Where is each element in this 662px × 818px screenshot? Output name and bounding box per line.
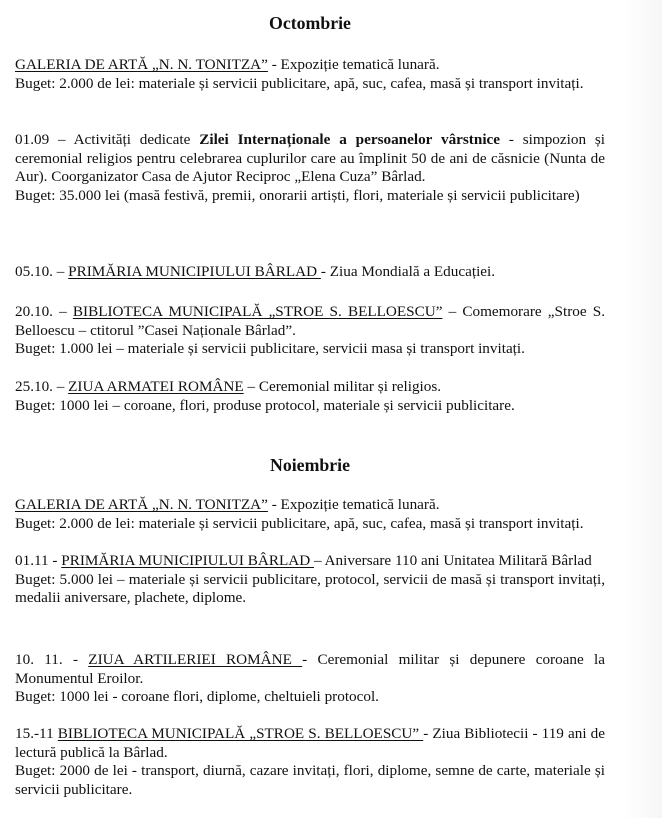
event-desc: - Ziua Mondială a Educației. bbox=[320, 263, 496, 280]
event-primaria-oct bbox=[15, 263, 605, 282]
event-line bbox=[15, 651, 605, 688]
event-title: GALERIA DE ARTĂ „N. N. TONITZA” bbox=[15, 56, 268, 73]
event-line bbox=[15, 303, 605, 340]
event-date: 01.11 - bbox=[15, 552, 62, 569]
event-title: BIBLIOTECA MUNICIPALĂ „STROE S. BELLOESCU” bbox=[57, 725, 424, 742]
event-biblioteca-oct bbox=[15, 303, 605, 359]
event-artilerie bbox=[15, 651, 605, 707]
event-budget: Buget: 1000 lei – coroane, flori, produse protocol, materiale și servicii publicitare. bbox=[15, 396, 515, 414]
event-varstnici bbox=[15, 131, 605, 205]
event-title: PRIMĂRIA MUNICIPIULUI BÂRLAD bbox=[68, 263, 321, 280]
event-title: PRIMĂRIA MUNICIPIULUI BÂRLAD bbox=[61, 552, 314, 569]
event-budget: Buget: 1.000 lei – materiale și servicii publicitare, servicii masa și transport invitați. bbox=[15, 340, 525, 357]
event-title: GALERIA DE ARTĂ „N. N. TONITZA” bbox=[15, 496, 268, 513]
event-desc: - Expoziție tematică lunară. bbox=[267, 496, 440, 513]
event-desc: - simpozion și ceremonial religios pentru celebrarea cuplurilor care au împlinit 50 de ani de căsnicie (Nunta de Aur). Coorganizator Casa de Ajutor Reciproc „Elena Cuza” Bârlad. bbox=[15, 131, 605, 185]
event-line bbox=[15, 56, 605, 75]
event-primaria-nov bbox=[15, 552, 605, 608]
event-line bbox=[15, 378, 605, 397]
event-budget: Buget: 5.000 lei – materiale și servicii publicitare, protocol, servicii de masă și transport invitați, medalii aniversare, plachete, diplome. bbox=[15, 570, 605, 606]
month-heading-noiembrie: Noiembrie bbox=[270, 455, 350, 475]
event-budget: Buget: 2.000 de lei: materiale și servicii publicitare, apă, suc, cafea, masă și transport invitați. bbox=[15, 514, 584, 532]
scan-edge-shadow bbox=[622, 0, 662, 818]
event-budget: Buget: 2.000 de lei: materiale și servicii publicitare, apă, suc, cafea, masă și transport invitați. bbox=[15, 74, 584, 92]
event-date: 05.10. – bbox=[15, 263, 69, 280]
event-budget: Buget: 1000 lei - coroane flori, diplome, cheltuieli protocol. bbox=[15, 688, 379, 705]
event-armata bbox=[15, 378, 605, 415]
event-date: 20.10. – bbox=[15, 303, 73, 320]
month-heading-octombrie: Octombrie bbox=[269, 13, 351, 33]
event-desc: - Ceremonial militar și depunere coroane la Monumentul Eroilor. bbox=[15, 651, 605, 687]
event-line bbox=[15, 263, 605, 282]
event-title: ZIUA ARTILERIEI ROMÂNE bbox=[88, 651, 303, 668]
event-desc: – Aniversare 110 ani Unitatea Militară Bârlad bbox=[313, 552, 592, 569]
event-galeria-oct bbox=[15, 56, 605, 93]
event-desc: – Comemorare „Stroe S. Belloescu – ctitorul ”Casei Naționale Bârlad”. bbox=[15, 303, 605, 339]
event-date: 01.09 – Activități dedicate bbox=[15, 131, 200, 148]
event-title: Zilei Internaționale a persoanelor vârstnice bbox=[199, 131, 501, 148]
event-line bbox=[15, 552, 605, 571]
event-date: 25.10. – bbox=[15, 378, 69, 395]
event-desc: - Expoziție tematică lunară. bbox=[267, 56, 440, 73]
event-date: 10. 11. - bbox=[15, 651, 89, 668]
event-title: BIBLIOTECA MUNICIPALĂ „STROE S. BELLOESCU” bbox=[72, 303, 443, 320]
event-biblioteca-nov bbox=[15, 725, 605, 799]
event-galeria-nov bbox=[15, 496, 605, 533]
event-budget: Buget: 2000 de lei - transport, diurnă, cazare invitați, flori, diplome, semne de carte, materiale și servicii publicitare. bbox=[15, 762, 605, 798]
event-title: ZIUA ARMATEI ROMÂNE bbox=[68, 378, 244, 395]
event-desc: – Ceremonial militar și religios. bbox=[243, 378, 442, 395]
event-desc: - Ziua Bibliotecii - 119 ani de lectură publică la Bârlad. bbox=[15, 725, 605, 761]
event-line bbox=[15, 131, 605, 187]
event-line bbox=[15, 496, 605, 515]
event-budget: Buget: 35.000 lei (masă festivă, premii, onorarii artiști, flori, materiale și servicii publicitare) bbox=[15, 186, 580, 204]
event-line bbox=[15, 725, 605, 762]
event-date: 15.-11 bbox=[15, 725, 58, 742]
